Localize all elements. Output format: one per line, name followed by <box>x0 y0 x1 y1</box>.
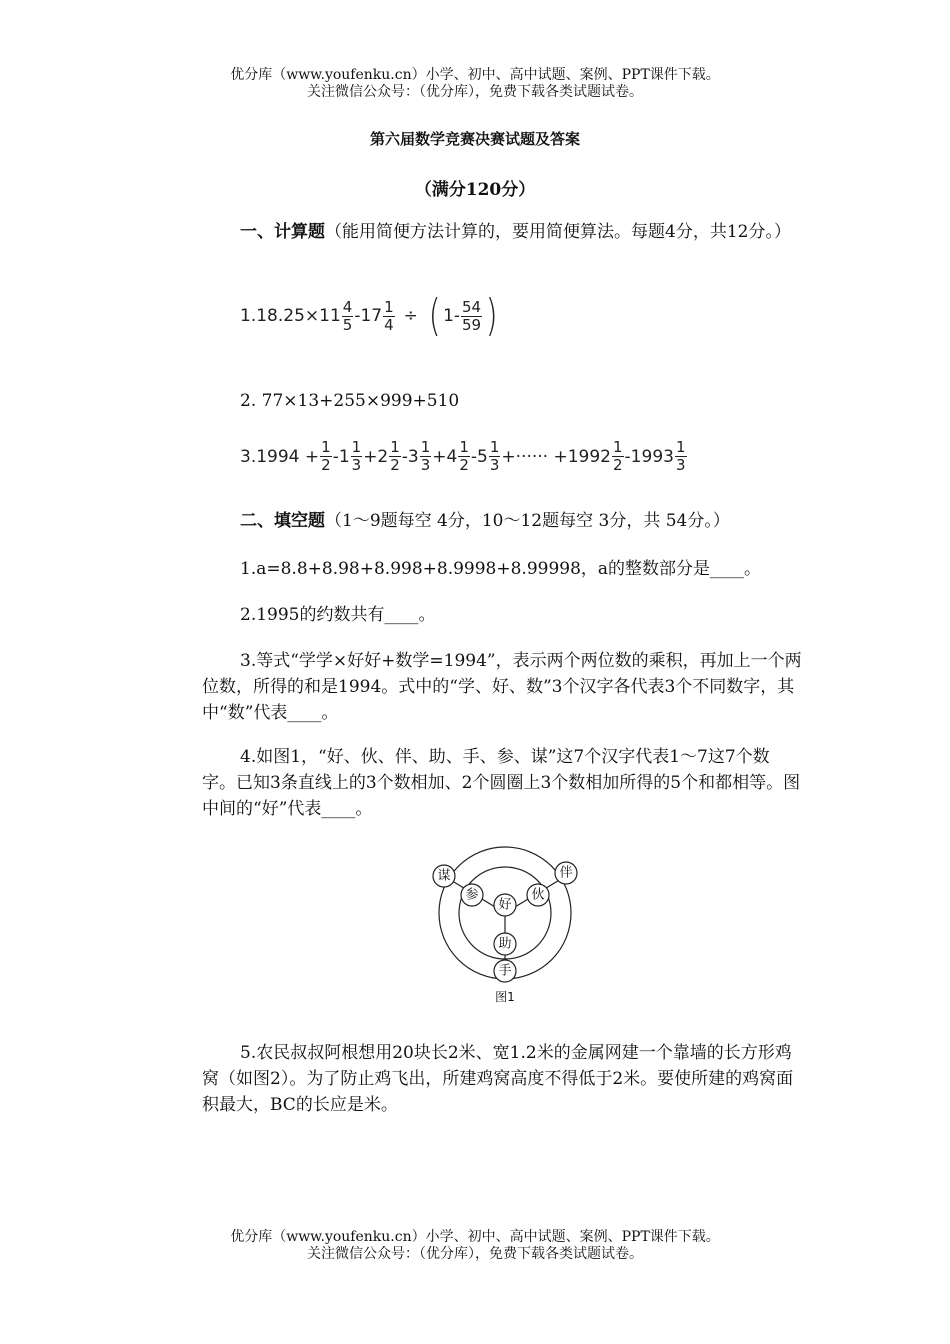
header-line-1: 优分库（www.youfenku.cn）小学、初中、高中试题、案例、PPT课件下载。 <box>230 67 720 83</box>
footer-line-1: 优分库（www.youfenku.cn）小学、初中、高中试题、案例、PPT课件下载。 <box>230 1229 720 1245</box>
page-footer <box>0 1229 950 1263</box>
label-outer-bottom: 手 <box>498 963 512 979</box>
q3-frac-h: $\frac{1}{2}$ <box>613 438 623 474</box>
page-header <box>0 67 950 101</box>
q1-right-paren: ) <box>485 290 498 341</box>
label-inner-bottom: 助 <box>498 936 512 952</box>
q3-term-2: +2 <box>363 446 389 467</box>
figure-1 <box>420 840 590 1010</box>
document-title: 第六届数学竞赛决赛试题及答案 <box>369 130 580 148</box>
fill-question-3: 3.等式“学学×好好+数学=1994”，表示两个两位数的乘积，再加上一个两位数，所得的和是1994。式中的“学、好、数”3个汉字各代表3个不同数字，其中“数”代表____。 <box>202 651 802 723</box>
label-center: 好 <box>498 897 512 913</box>
q1-mid: -17 <box>354 306 383 326</box>
q1-lead: 1.18.25×11 <box>240 306 341 326</box>
document-subtitle: （满分120分） <box>414 180 536 200</box>
section2-description: （1～9题每空 4分，10～12题每空 3分，共 54分。） <box>325 511 730 531</box>
q3-term-1: -1 <box>332 446 350 467</box>
section1-title: 一、计算题 <box>240 222 325 242</box>
q1-fraction-3: $\frac{54}{59}$ <box>462 297 482 334</box>
q3-term-0: 3.1994 + <box>240 446 320 467</box>
fill-question-4: 4.如图1，“好、伙、伴、助、手、参、谋”这7个汉字代表1～7这7个数字。已知3条直线上的3个数相加、2个圆圈上3个数相加所得的5个和都相等。图中间的“好”代表____。 <box>202 747 801 819</box>
calc-question-2: 2. 77×13+255×999+510 <box>240 391 460 411</box>
q1-one: 1- <box>443 306 461 326</box>
q3-term-4: +4 <box>432 446 458 467</box>
label-outer-left: 谋 <box>437 868 451 884</box>
footer-line-2: 关注微信公众号：（优分库），免费下载各类试题试卷。 <box>307 1246 643 1262</box>
q3-frac-d: $\frac{1}{3}$ <box>420 438 431 474</box>
q3-term-5: -5 <box>470 446 488 467</box>
q1-fraction-2: $\frac{1}{4}$ <box>384 297 394 334</box>
section1-description: （能用简便方法计算的，要用简便算法。每题4分，共12分。） <box>325 222 791 242</box>
section2-title: 二、填空题 <box>240 511 325 531</box>
q3-frac-g: $\frac{1}{3}$ <box>489 438 500 474</box>
q3-frac-a: $\frac{1}{2}$ <box>321 438 331 474</box>
q3-frac-k: $\frac{1}{3}$ <box>675 438 686 474</box>
figure-1-caption: 图1 <box>495 990 515 1004</box>
fill-question-1: 1.a=8.8+8.98+8.998+8.9998+8.99998，a的整数部分是____。 <box>240 559 762 579</box>
q3-frac-b: $\frac{1}{3}$ <box>351 438 362 474</box>
label-inner-right: 伙 <box>531 887 545 903</box>
calc-question-3 <box>240 439 688 474</box>
q1-left-paren: ( <box>428 290 441 341</box>
label-inner-left: 参 <box>465 887 479 903</box>
section1-heading <box>202 219 802 245</box>
section2-heading <box>202 508 802 534</box>
calc-question-1 <box>240 290 500 341</box>
fill-question-5: 5.农民叔叔阿根想用20块长2米、宽1.2米的金属网建一个靠墙的长方形鸡窝（如图2）。为了防止鸡飞出，所建鸡窝高度不得低于2米。要使所建的鸡窝面积最大，BC的长应是米。 <box>202 1043 794 1115</box>
q3-term-7: -1993 <box>624 446 674 467</box>
fill-question-2: 2.1995的约数共有____。 <box>240 605 436 625</box>
label-outer-right: 伴 <box>559 865 573 881</box>
q1-fraction-1: $\frac{4}{5}$ <box>342 297 353 334</box>
header-line-2: 关注微信公众号：（优分库），免费下载各类试题试卷。 <box>307 84 643 100</box>
q3-frac-e: $\frac{1}{2}$ <box>459 438 469 474</box>
q1-divide: ÷ <box>403 306 418 326</box>
q3-frac-c: $\frac{1}{2}$ <box>390 438 400 474</box>
q3-term-3: -3 <box>401 446 419 467</box>
q3-term-6: +······ +1992 <box>501 446 611 467</box>
